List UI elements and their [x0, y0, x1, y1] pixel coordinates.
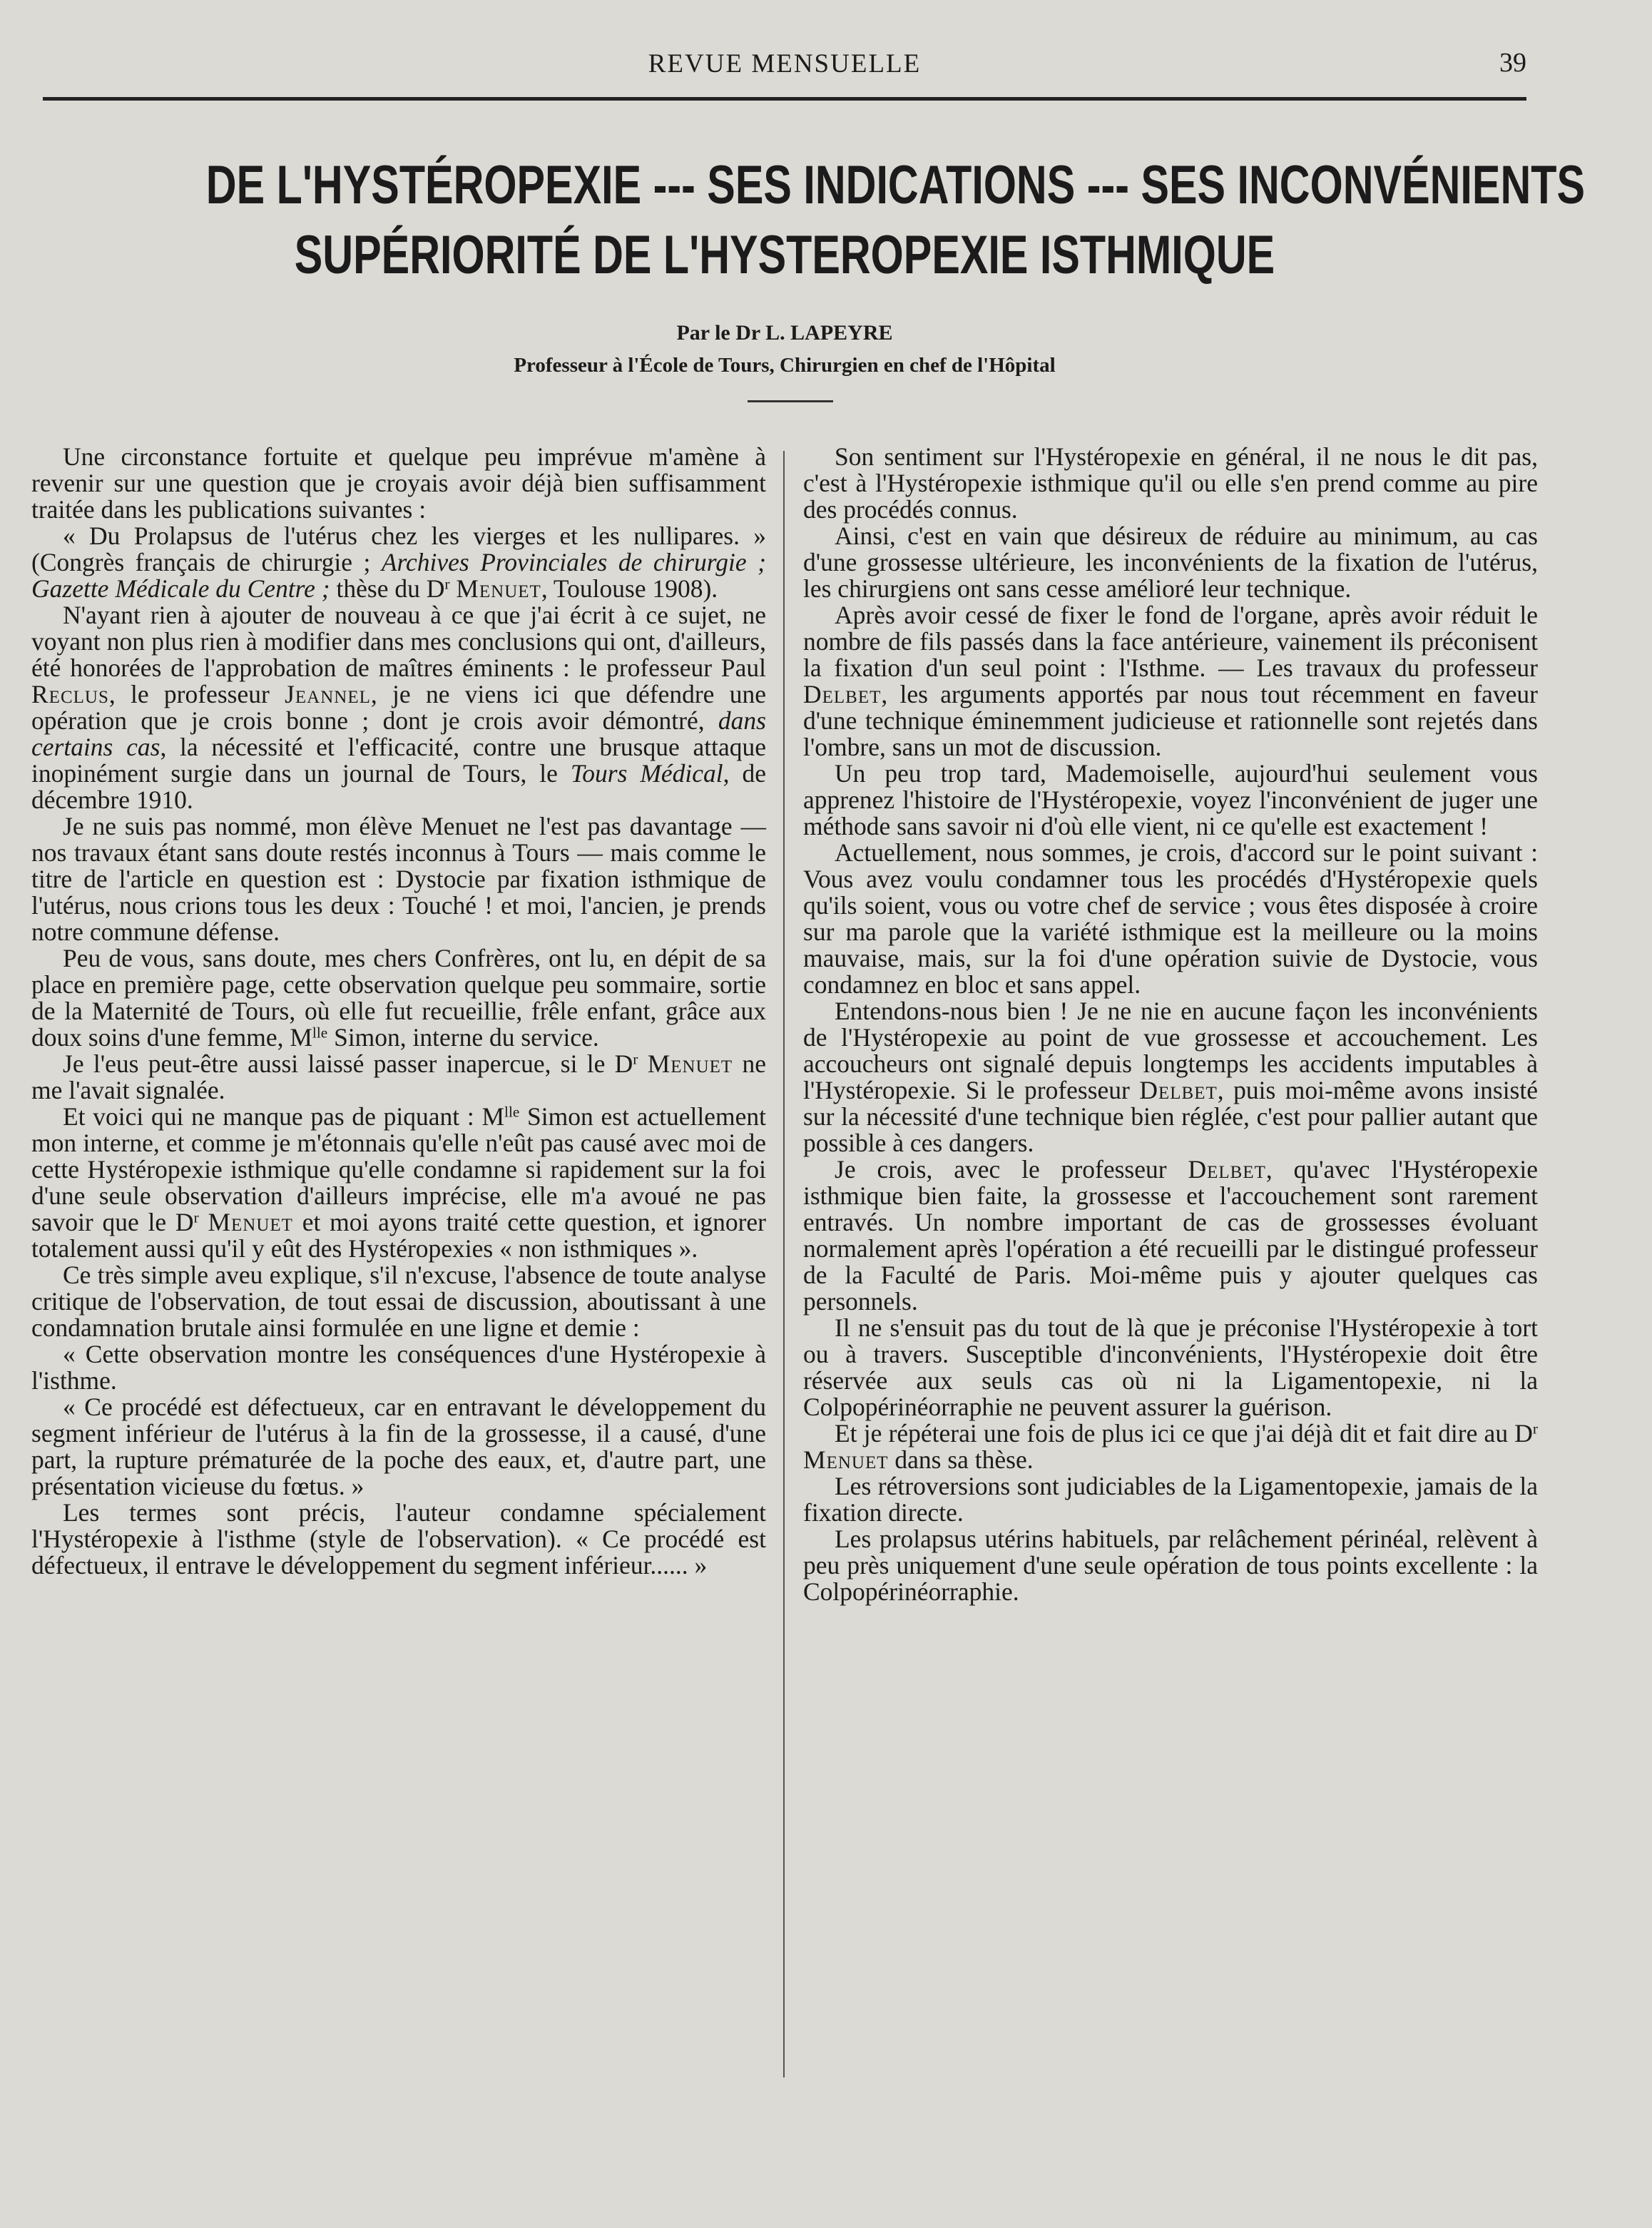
text-span: Je l'eus peut-être aussi laissé passer inapercue, si le D	[63, 1049, 633, 1078]
text-span: , de décembre 1910.	[31, 759, 766, 814]
text-span: « Du Prolapsus de l'utérus chez les vierges et les nullipares. » (Congrès français de chirurgie ;	[31, 522, 766, 576]
text-span: thèse du D	[330, 574, 445, 603]
text-span: Et voici qui ne manque pas de piquant : M	[63, 1102, 505, 1131]
superscript: r	[633, 1050, 638, 1068]
paragraph: Son sentiment sur l'Hystéropexie en général, il ne nous le dit pas, c'est à l'Hystéropexie isthmique qu'il ou elle s'en prend comme au pire des procédés connus.	[803, 442, 1538, 524]
right-column	[803, 444, 1538, 1605]
article-title-line-2: SUPÉRIORITÉ DE L'HYSTEROPEXIE ISTHMIQUE	[294, 225, 1275, 285]
italic-citation: Archives Provinciales de chirurgie ; Gazette Médicale du Centre ;	[31, 548, 766, 603]
paragraph	[31, 602, 766, 813]
paragraph	[803, 1156, 1538, 1315]
left-column	[31, 444, 766, 1579]
title-divider	[748, 400, 833, 402]
paragraph	[31, 523, 766, 602]
author-byline: Par le Dr L. LAPEYRE	[676, 321, 893, 345]
article-title-line-1: DE L'HYSTÉROPEXIE --- SES INDICATIONS --- SES INCONVÉNIENTS	[205, 155, 1586, 215]
author-name: Jeannel	[285, 680, 371, 708]
paragraph: Les termes sont précis, l'auteur condamne spécialement l'Hystéropexie à l'isthme (style de l'observation). « Ce procédé est défectueux, il entrave le développement du segment inférieur...... »	[31, 1498, 766, 1580]
paragraph: Actuellement, nous sommes, je crois, d'accord sur le point suivant : Vous avez voulu condamner tous les procédés d'Hystéropexie quels qu'ils soient, vous ou votre chef de service ; vous êtes disposée à croire sur ma parole que la variété isthmique est la meilleure ou la moins mauvaise, mais, sur la foi d'une opération suivie de Dystocie, vous condamnez en bloc et sans appel.	[803, 838, 1538, 999]
text-span: Entendons-nous bien ! Je ne nie en aucune façon les inconvénients de l'Hystéropexie au point de vue grossesse et accouchement. Les accoucheurs ont signalé depuis longtemps les accidents imputables à l'Hystéropexie. Si le professeur	[803, 997, 1538, 1104]
page-number: 39	[1499, 48, 1526, 78]
text-span: Simon, interne du service.	[327, 1023, 599, 1052]
text-span: et moi ayons traité cette question, et ignorer totalement aussi qu'il y eût des Hystéropexies « non isthmiques ».	[31, 1208, 766, 1263]
paragraph: Il ne s'ensuit pas du tout de là que je préconise l'Hystéropexie à tort ou à travers. Susceptible d'inconvénients, l'Hystéropexie doit être réservée aux seuls cas où ni la Ligamentopexie, ni la Colpopérinéorraphie ne peuvent assurer la guérison.	[803, 1313, 1538, 1421]
text-span: , les arguments apportés par nous tout récemment en faveur d'une technique éminemment judicieuse et rationnelle sont rejetés dans l'ombre, sans un mot de discussion.	[803, 680, 1538, 761]
column-divider	[783, 451, 785, 2077]
author-name: Reclus	[31, 680, 109, 708]
paragraph	[31, 1104, 766, 1262]
text-span: Et je répéterai une fois de plus ici ce que j'ai déjà dit et fait dire au D	[835, 1419, 1533, 1448]
superscript: lle	[312, 1024, 328, 1042]
paragraph	[803, 998, 1538, 1156]
text-span: dans sa thèse.	[888, 1445, 1034, 1474]
superscript: lle	[504, 1103, 520, 1121]
superscript: r	[444, 575, 450, 593]
author-name: Menuet	[803, 1445, 889, 1474]
paragraph: Les rétroversions sont judiciables de la Ligamentopexie, jamais de la fixation directe.	[803, 1472, 1538, 1527]
paragraph: Ce très simple aveu explique, s'il n'excuse, l'absence de toute analyse critique de l'observation, de tout essai de discussion, aboutissant à une condamnation brutale ainsi formulée en une ligne et demie :	[31, 1261, 766, 1342]
text-span: Peu de vous, sans doute, mes chers Confrères, ont lu, en dépit de sa place en première page, cette observation quelque peu sommaire, sortie de la Maternité de Tours, où elle fut recueillie, frêle enfant, grâce aux doux soins d'une femme, M	[31, 944, 766, 1052]
text-span: , qu'avec l'Hystéropexie isthmique bien faite, la grossesse et l'accouchement sont rarement entravés. Un nombre important de cas de grossesses évoluant normalement après l'opération a été recueilli par le distingué professeur de la Faculté de Paris. Moi-même puis y ajouter quelques cas personnels.	[803, 1155, 1538, 1316]
paragraph: Ainsi, c'est en vain que désireux de réduire au minimum, au cas d'une grossesse ultérieure, les inconvénients de la fixation de l'utérus, les chirurgiens ont sans cesse amélioré leur technique.	[803, 522, 1538, 603]
paragraph: Les prolapsus utérins habituels, par relâchement périnéal, relèvent à peu près uniquement d'une seule opération de tous points excellente : la Colpopérinéorraphie.	[803, 1525, 1538, 1606]
author-name: Delbet	[1139, 1076, 1218, 1104]
quotation: « Cette observation montre les conséquences d'une Hystéropexie à l'isthme.	[31, 1340, 766, 1395]
text-span: ne me l'avait signalée.	[31, 1049, 766, 1104]
text-span: N'ayant rien à ajouter de nouveau à ce que j'ai écrit à ce sujet, ne voyant non plus rien à modifier dans mes conclusions qui ont, d'ailleurs, été honorées de l'approbation de maîtres éminents : le professeur Paul	[31, 601, 766, 682]
text-span: , la nécessité et l'efficacité, contre une brusque attaque inopinément surgie dans un journal de Tours, le	[31, 733, 766, 788]
paragraph	[803, 602, 1538, 761]
author-name: Menuet	[208, 1208, 293, 1236]
author-name: Menuet	[456, 574, 541, 603]
running-head	[43, 44, 1526, 87]
text-span: , Toulouse 1908).	[541, 574, 718, 603]
superscript: r	[1532, 1420, 1538, 1438]
text-span: Après avoir cessé de fixer le fond de l'organe, après avoir réduit le nombre de fils passés dans la face antérieure, vainement ils préconisent la fixation d'un seul point : l'Isthme. — Les travaux du professeur	[803, 601, 1538, 682]
text-span: , je ne viens ici que défendre une opération que je crois bonne ; dont je crois avoir démontré,	[31, 680, 766, 735]
text-span: , le professeur	[108, 680, 285, 708]
paragraph	[31, 1051, 766, 1104]
text-span: Simon est actuellement mon interne, et comme je m'étonnais qu'elle n'eût pas causé avec moi de cette Hystéropexie isthmique qu'elle condamne si rapidement sur la foi d'une seule observation d'ailleurs imprécise, elle m'a avoué ne pas savoir que le D	[31, 1102, 766, 1236]
paragraph: Je ne suis pas nommé, mon élève Menuet ne l'est pas davantage — nos travaux étant sans doute restés inconnus à Tours — mais comme le titre de l'article en question est : Dystocie par fixation isthmique de l'utérus, nous crions tous les deux : Touché ! et moi, l'ancien, je prends notre commune défense.	[31, 812, 766, 946]
italic-journal: Tours Médical	[570, 759, 723, 788]
paragraph: Une circonstance fortuite et quelque peu imprévue m'amène à revenir sur une question que je croyais avoir déjà bien suffisamment traitée dans les publications suivantes :	[31, 442, 766, 524]
author-name: Delbet	[1188, 1155, 1266, 1184]
text-span: Je crois, avec le professeur	[835, 1155, 1188, 1184]
paragraph: Un peu trop tard, Mademoiselle, aujourd'hui seulement vous apprenez l'histoire de l'Hystéropexie, voyez l'inconvénient de juger une méthode sans savoir ni d'où elle vient, ni ce qu'elle est exactement !	[803, 759, 1538, 840]
paragraph	[31, 945, 766, 1051]
author-affiliation: Professeur à l'École de Tours, Chirurgien en chef de l'Hôpital	[514, 354, 1056, 377]
running-title: REVUE MENSUELLE	[648, 49, 922, 78]
text-span: , puis moi-même avons insisté sur la nécessité d'une technique bien réglée, c'est pour pallier autant que possible à ces dangers.	[803, 1076, 1538, 1157]
superscript: r	[193, 1209, 199, 1226]
quotation: « Ce procédé est défectueux, car en entravant le développement du segment inférieur de l'utérus à la fin de la grossesse, il a causé, d'une part, la rupture prématurée de la poche des eaux, et, d'autre part, une présentation vicieuse du fœtus. »	[31, 1393, 766, 1500]
italic-text: dans certains cas	[31, 706, 766, 761]
author-name: Menuet	[647, 1049, 733, 1078]
paragraph	[803, 1420, 1538, 1473]
header-rule	[43, 97, 1526, 101]
author-name: Delbet	[803, 680, 882, 708]
